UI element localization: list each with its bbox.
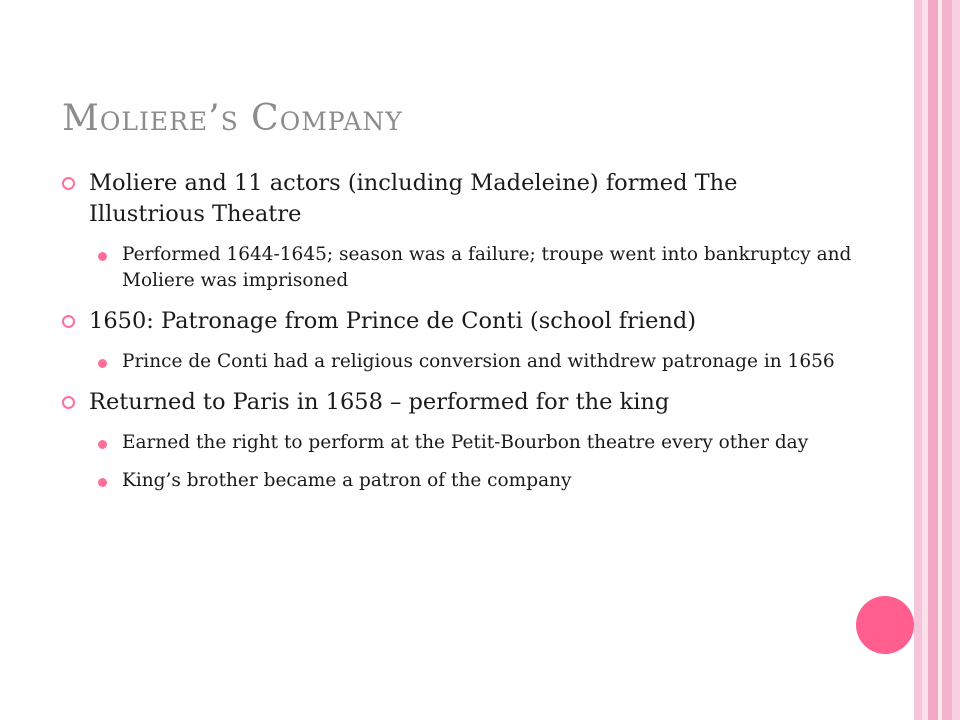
sub-bullet-item [98,430,852,456]
bullet-item [62,168,852,230]
sub-bullet-text: Earned the right to perform at the Petit-Bourbon theatre every other day [122,432,809,453]
bullet-item [62,387,852,418]
dot-bullet-icon [98,478,107,487]
bullet-item [62,306,852,337]
slide-title: Moliere’s Company [62,98,403,139]
dot-bullet-icon [98,252,107,261]
decorative-stripe [914,0,922,720]
bullet-list [62,168,852,506]
bullet-text: Returned to Paris in 1658 – performed for the king [89,389,670,415]
sub-bullet-item [98,349,852,375]
ring-bullet-icon [62,177,75,190]
ring-bullet-icon [62,396,75,409]
sub-bullet-text: Performed 1644-1645; season was a failure; troupe went into bankruptcy and Moliere was imprisoned [122,244,852,291]
sub-bullet-text: King’s brother became a patron of the company [122,470,572,491]
decorative-stripe [942,0,952,720]
sub-bullet-item [98,242,852,294]
decorative-stripe [928,0,938,720]
dot-bullet-icon [98,359,107,368]
ring-bullet-icon [62,315,75,328]
decorative-circle [856,596,914,654]
sub-bullet-item [98,468,852,494]
decorative-stripe [952,0,960,720]
bullet-text: Moliere and 11 actors (including Madeleine) formed The Illustrious Theatre [89,170,738,227]
sub-bullet-text: Prince de Conti had a religious conversion and withdrew patronage in 1656 [122,351,835,372]
dot-bullet-icon [98,440,107,449]
bullet-text: 1650: Patronage from Prince de Conti (school friend) [89,308,697,334]
